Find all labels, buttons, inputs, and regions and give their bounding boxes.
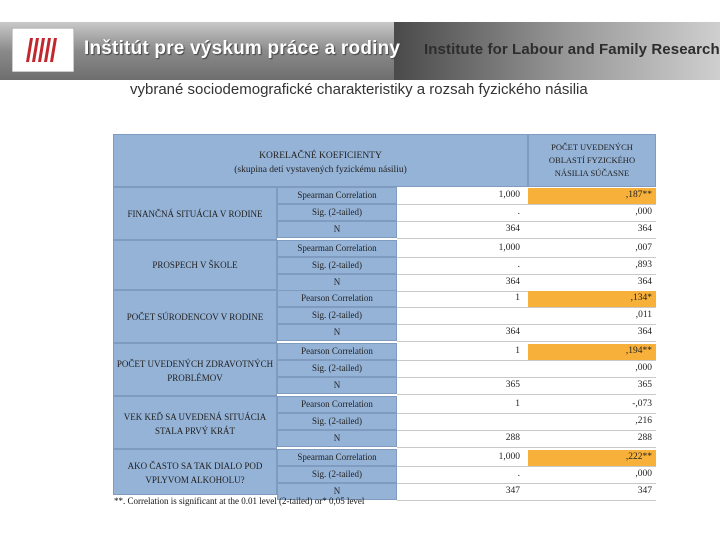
header-left-line2: (skupina detí vystavených fyzickému násiliu) [234,165,407,175]
correlation-value: ,187** [625,190,652,200]
correlation-value: ,000 [635,469,652,479]
group-label-cell [113,396,277,449]
correlation-value: ,893 [635,260,652,270]
stat-label-cell [277,413,397,430]
correlation-value: 347 [637,486,652,496]
stat-label-cell [277,307,397,324]
stat-label-cell [277,343,397,360]
footnote: **. Correlation is significant at the 0.01 level (2-tailed) or* 0,05 level [114,496,365,506]
stat-label: Sig. (2-tailed) [312,469,362,479]
stat-label: Pearson Correlation [301,346,373,356]
row-separator [397,394,656,395]
header-right-line3: NÁSILIA SÚČASNE [554,168,630,178]
row-separator [397,360,656,361]
row-separator [397,257,656,258]
group-label-line1: FINANČNÁ SITUÁCIA V RODINE [127,208,263,219]
self-correlation-value: 1 [515,399,520,409]
iv-logo-icon [12,28,74,72]
row-separator [397,341,656,342]
correlation-value: ,216 [635,416,652,426]
self-correlation-value: 1 [515,346,520,356]
group-label [114,207,276,221]
row-separator [397,221,656,222]
self-correlation-value: 365 [505,380,520,390]
header-right-line2: OBLASTÍ FYZICKÉHO [548,155,636,165]
stat-label: Sig. (2-tailed) [312,310,362,320]
stat-label: N [333,224,341,234]
stat-label: Sig. (2-tailed) [312,363,362,373]
group-label [114,459,276,487]
correlation-value: ,011 [635,310,652,320]
stat-label-cell [277,221,397,238]
group-label [114,410,276,438]
header-left-line1: KORELAČNÉ KOEFICIENTY [259,151,382,161]
stat-label: N [333,277,341,287]
stat-label: N [333,433,341,443]
group-label-cell [113,187,277,240]
stat-label-cell [277,396,397,413]
group-label-cell [113,290,277,343]
stat-label-cell [277,257,397,274]
stat-label: Sig. (2-tailed) [312,416,362,426]
group-label [114,258,276,272]
self-correlation-value: 364 [505,327,520,337]
stat-label: N [333,380,341,390]
row-separator [397,377,656,378]
group-label-line2: PROBLÉMOV [167,372,223,383]
self-correlation-value: . [517,469,520,479]
stat-label-cell [277,290,397,307]
stat-label-cell [277,240,397,257]
group-label-line1: POČET SÚRODENCOV V RODINE [126,311,264,322]
self-correlation-value: 1,000 [498,452,520,462]
stat-label-cell [277,204,397,221]
table-header-coefficients [113,134,528,187]
stat-label-cell [277,187,397,204]
stat-label: Sig. (2-tailed) [312,260,362,270]
group-label-line1: POČET UVEDENÝCH ZDRAVOTNÝCH [116,358,274,369]
correlation-value: -,073 [632,399,652,409]
institute-name-en: Institute for Labour and Family Research [424,41,720,58]
correlation-value: 288 [637,433,652,443]
row-separator [397,274,656,275]
correlation-value: ,007 [635,243,652,253]
self-correlation-value: 288 [505,433,520,443]
stat-label-cell [277,360,397,377]
stat-label-cell [277,324,397,341]
row-separator [397,204,656,205]
self-correlation-value: 364 [505,224,520,234]
header-banner [0,22,720,80]
self-correlation-value: 1 [515,293,520,303]
header-right-line1: POČET UVEDENÝCH [551,142,633,152]
self-correlation-value: 1,000 [498,190,520,200]
correlation-value: ,000 [635,207,652,217]
correlation-value: 365 [637,380,652,390]
stat-label: N [333,486,341,496]
stat-label: Spearman Correlation [297,452,377,462]
stat-label: Pearson Correlation [301,293,373,303]
correlation-value: 364 [637,277,652,287]
row-separator [397,307,656,308]
page-title: vybrané sociodemografické charakteristiky a rozsah fyzického násilia [130,81,588,98]
group-label-cell [113,343,277,396]
self-correlation-value: 364 [505,277,520,287]
table-header-count [528,134,656,187]
stat-label: N [333,327,341,337]
group-label-line1: AKO ČASTO SA TAK DIALO POD [127,461,263,471]
row-separator [397,238,656,239]
stat-label-cell [277,466,397,483]
row-separator [397,430,656,431]
row-separator [397,483,656,484]
correlation-value: ,134* [630,293,652,303]
row-separator [397,324,656,325]
stat-label: Pearson Correlation [301,399,373,409]
group-label [114,357,276,385]
group-label-line1: PROSPECH V ŠKOLE [152,260,238,270]
correlation-value: ,000 [635,363,652,373]
row-separator [397,500,656,501]
stat-label-cell [277,449,397,466]
row-separator [397,447,656,448]
self-correlation-value: . [517,207,520,217]
row-separator [397,413,656,414]
group-label [114,310,276,324]
group-label-line2: STALA PRVÝ KRÁT [154,425,236,436]
stat-label: Spearman Correlation [297,190,377,200]
stat-label: Sig. (2-tailed) [312,207,362,217]
stat-label-cell [277,430,397,447]
self-correlation-value: 347 [505,486,520,496]
stat-label-cell [277,377,397,394]
group-label-cell [113,449,277,495]
correlation-value: 364 [637,224,652,234]
self-correlation-value: 1,000 [498,243,520,253]
group-label-line2: VPLYVOM ALKOHOLU? [145,475,245,485]
stat-label: Spearman Correlation [297,243,377,253]
self-correlation-value: . [517,260,520,270]
correlation-value: ,194** [625,346,652,356]
group-label-line1: VEK KEĎ SA UVEDENÁ SITUÁCIA [123,411,267,422]
row-separator [397,466,656,467]
correlation-value: 364 [637,327,652,337]
institute-name-sk: Inštitút pre výskum práce a rodiny [84,38,401,59]
correlation-value: ,222** [625,452,652,462]
stat-label-cell [277,274,397,291]
group-label-cell [113,240,277,290]
